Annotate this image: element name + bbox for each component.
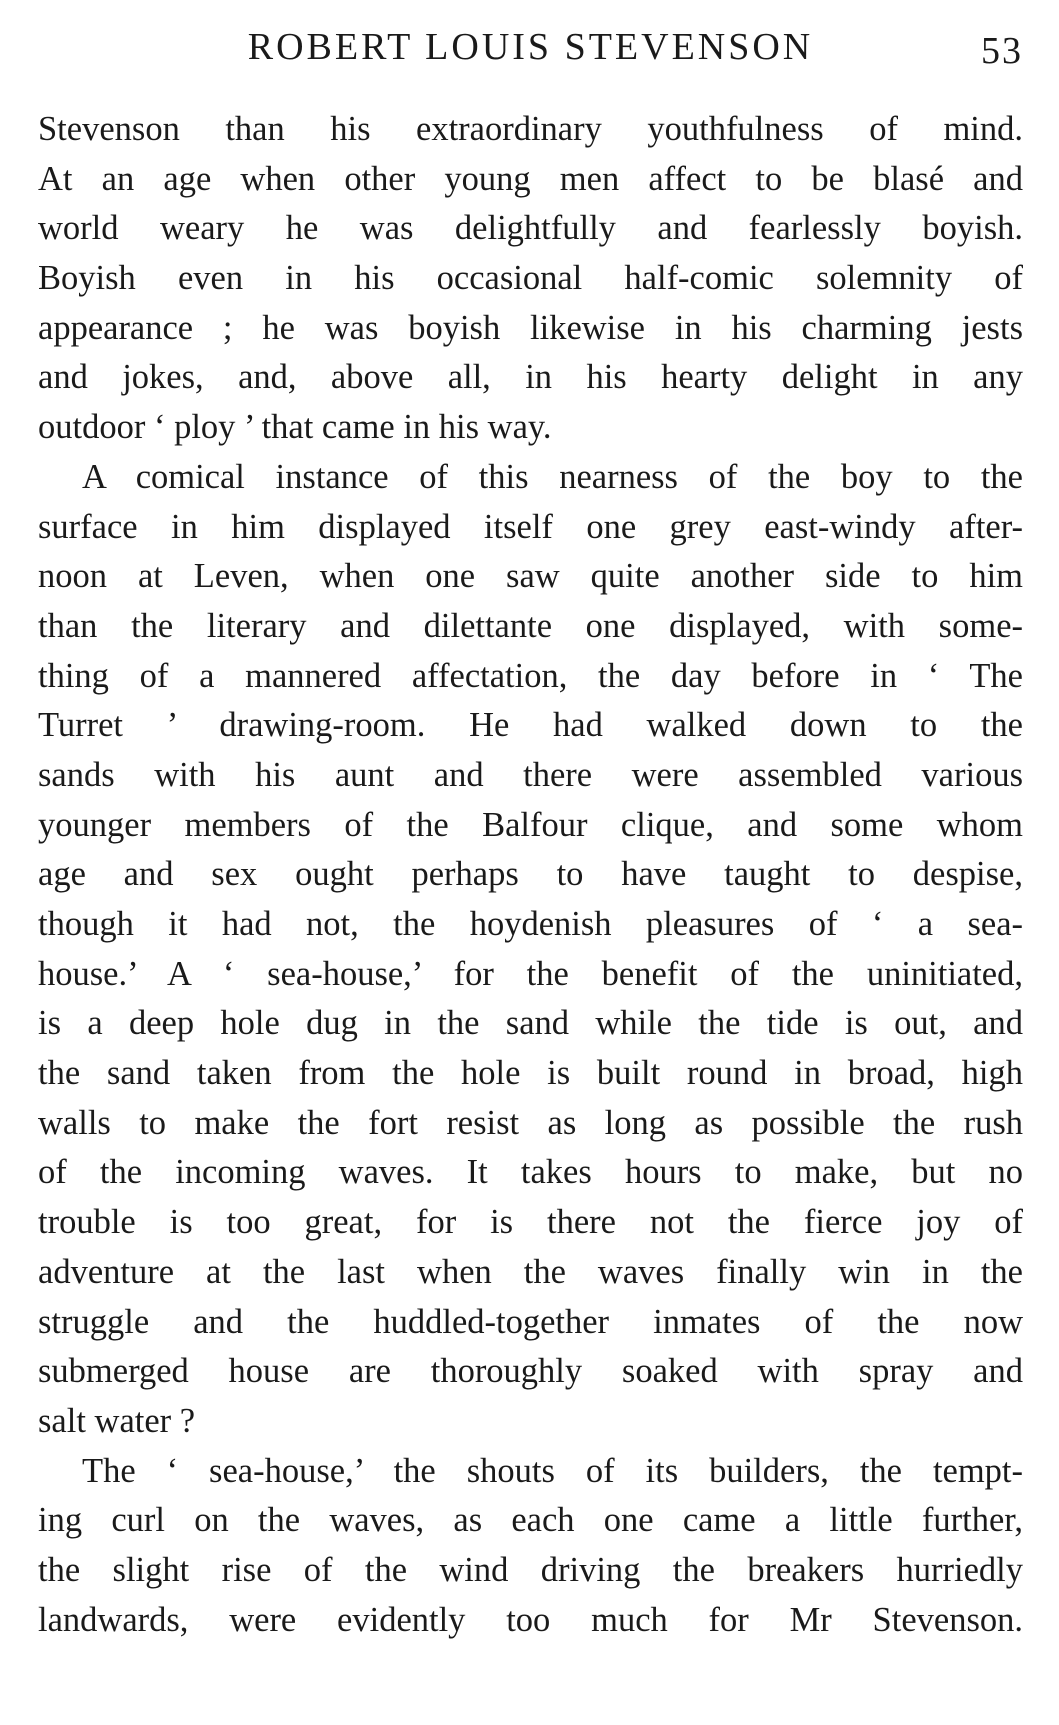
text-line: the sand taken from the hole is built round in broad, high xyxy=(38,1054,1023,1093)
text-line: salt water ? xyxy=(38,1401,196,1440)
text-line: younger members of the Balfour clique, and some whom xyxy=(38,805,1023,844)
text-line: At an age when other young men affect to be blasé and xyxy=(38,159,1023,198)
page-number: 53 xyxy=(981,30,1023,72)
text-line: ing curl on the waves, as each one came a little further, xyxy=(38,1501,1023,1540)
text-line: world weary he was delightfully and fearlessly boyish. xyxy=(38,209,1023,248)
text-line: trouble is too great, for is there not the fierce joy of xyxy=(38,1203,1023,1242)
text-line: of the incoming waves. It takes hours to make, but no xyxy=(38,1153,1023,1192)
text-line: appearance ; he was boyish likewise in his charming jests xyxy=(38,308,1023,347)
page-header xyxy=(38,22,1023,72)
text-line: Boyish even in his occasional half-comic solemnity of xyxy=(38,259,1023,298)
text-line: walls to make the fort resist as long as possible the rush xyxy=(38,1103,1023,1142)
text-line: surface in him displayed itself one grey east-windy after- xyxy=(38,507,1023,546)
text-line: Stevenson than his extraordinary youthfulness of mind. xyxy=(38,110,1023,148)
text-line: noon at Leven, when one saw quite another side to him xyxy=(38,557,1023,596)
text-line: Turret ’ drawing-room. He had walked down to the xyxy=(38,706,1023,745)
text-line: though it had not, the hoydenish pleasures of ‘ a sea- xyxy=(38,905,1023,943)
text-line: outdoor ‘ ploy ’ that came in his way. xyxy=(38,408,552,447)
paragraph-3 xyxy=(38,1447,1023,1646)
body-text xyxy=(38,105,1023,1645)
text-line: age and sex ought perhaps to have taught to despise, xyxy=(38,855,1023,894)
text-line: and jokes, and, above all, in his hearty delight in any xyxy=(38,358,1023,397)
running-head: ROBERT LOUIS STEVENSON xyxy=(247,26,814,68)
text-line: thing of a mannered affectation, the day before in ‘ The xyxy=(38,656,1023,695)
text-line: sands with his aunt and there were assembled various xyxy=(38,755,1023,794)
text-line: is a deep hole dug in the sand while the tide is out, and xyxy=(38,1004,1023,1043)
text-line: the slight rise of the wind driving the breakers hurriedly xyxy=(38,1550,1023,1589)
text-line: submerged house are thoroughly soaked with spray and xyxy=(38,1352,1023,1391)
text-line: The ‘ sea-house,’ the shouts of its builders, the tempt- xyxy=(82,1451,1023,1490)
paragraph-2 xyxy=(38,453,1023,1447)
paragraph-1 xyxy=(38,105,1023,453)
text-line: than the literary and dilettante one displayed, with some- xyxy=(38,606,1023,645)
text-line: struggle and the huddled-together inmates of the now xyxy=(38,1302,1023,1341)
text-line: A comical instance of this nearness of the boy to the xyxy=(82,457,1023,496)
text-line: adventure at the last when the waves finally win in the xyxy=(38,1252,1023,1291)
text-line: landwards, were evidently too much for Mr Stevenson. xyxy=(38,1600,1023,1639)
text-line: house.’ A ‘ sea-house,’ for the benefit of the uninitiated, xyxy=(38,954,1023,993)
